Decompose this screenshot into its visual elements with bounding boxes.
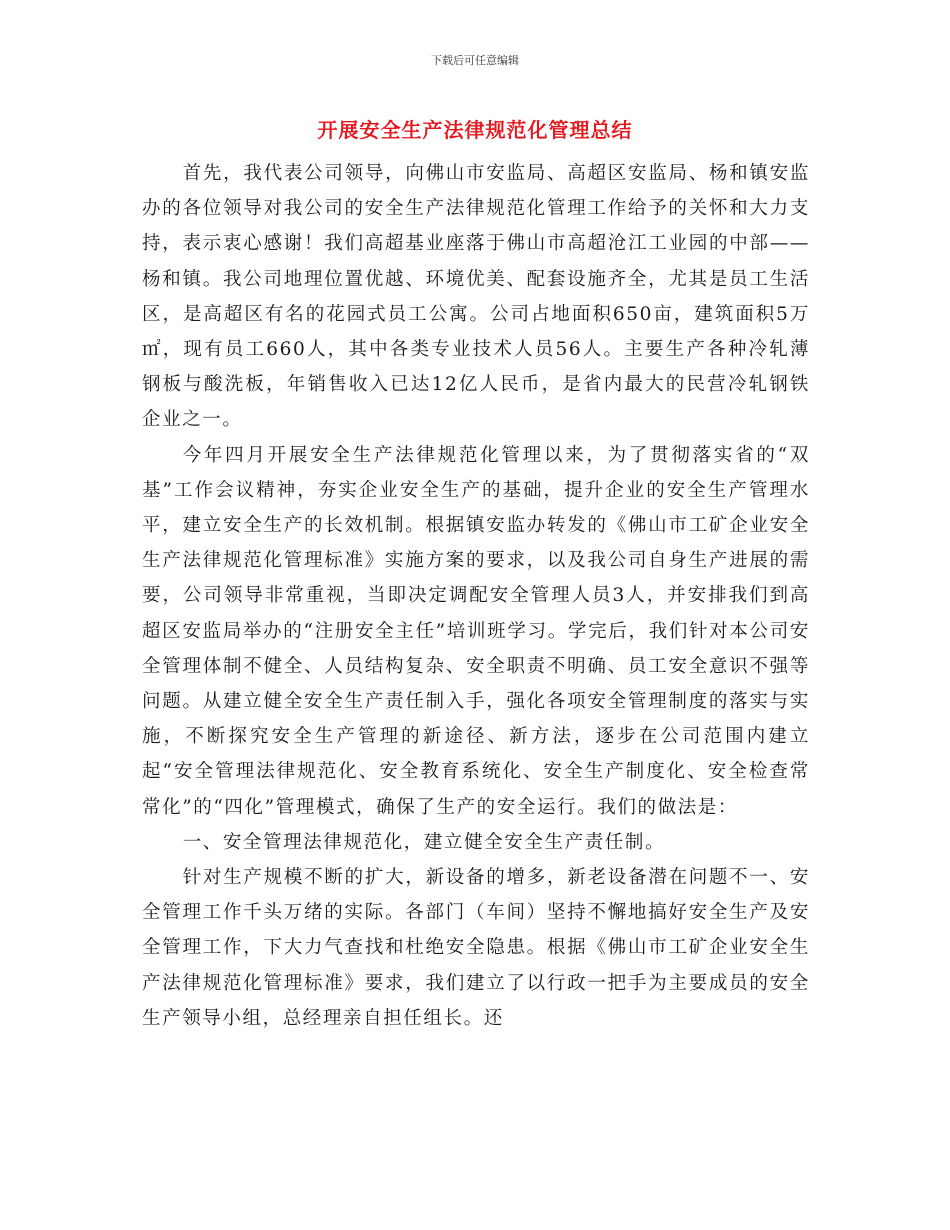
paragraph: 首先，我代表公司领导，向佛山市安监局、高超区安监局、杨和镇安监办的各位领导对我公司的安全生产法律规范化管理工作给予的关怀和大力支持，表示衷心感谢！我们高超基业座落于佛山市高超沧江工业园的中部——杨和镇。我公司地理位置优越、环境优美、配套设施齐全，尤其是员工生活区，是高超区有名的花园式员工公寓。公司占地面积650亩，建筑面积5万㎡，现有员工660人，其中各类专业技术人员56人。主要生产各种冷轧薄钢板与酸洗板，年销售收入已达12亿人民币，是省内最大的民营冷轧钢铁企业之一。: [142, 163, 810, 431]
paragraph: 针对生产规模不断的扩大，新设备的增多，新老设备潜在问题不一、安全管理工作千头万绪的实际。各部门（车间）坚持不懈地搞好安全生产及安全管理工作，下大力气查找和杜绝安全隐患。根据《佛山市工矿企业安全生产法律规范化管理标准》要求，我们建立了以行政一把手为主要成员的安全生产领导小组，总经理亲自担任组长。还: [142, 867, 810, 1029]
page-header-note: 下载后可任意编辑: [431, 54, 519, 67]
document-body: [142, 156, 810, 1036]
section-heading: 一、安全管理法律规范化，建立健全安全生产责任制。: [182, 831, 666, 853]
document-title: 开展安全生产法律规范化管理总结: [317, 118, 633, 142]
paragraph: 今年四月开展安全生产法律规范化管理以来，为了贯彻落实省的“双基”工作会议精神，夯实企业安全生产的基础，提升企业的安全生产管理水平，建立安全生产的长效机制。根据镇安监办转发的《佛山市工矿企业安全生产法律规范化管理标准》实施方案的要求，以及我公司自身生产进展的需要，公司领导非常重视，当即决定调配安全管理人员3人，并安排我们到高超区安监局举办的“注册安全主任”培训班学习。学完后，我们针对本公司安全管理体制不健全、人员结构复杂、安全职责不明确、员工安全意识不强等问题。从建立健全安全生产责任制入手，强化各项安全管理制度的落实与实施，不断探究安全生产管理的新途径、新方法，逐步在公司范围内建立起“安全管理法律规范化、安全教育系统化、安全生产制度化、安全检查常常化”的“四化”管理模式，确保了生产的安全运行。我们的做法是：: [142, 444, 810, 818]
